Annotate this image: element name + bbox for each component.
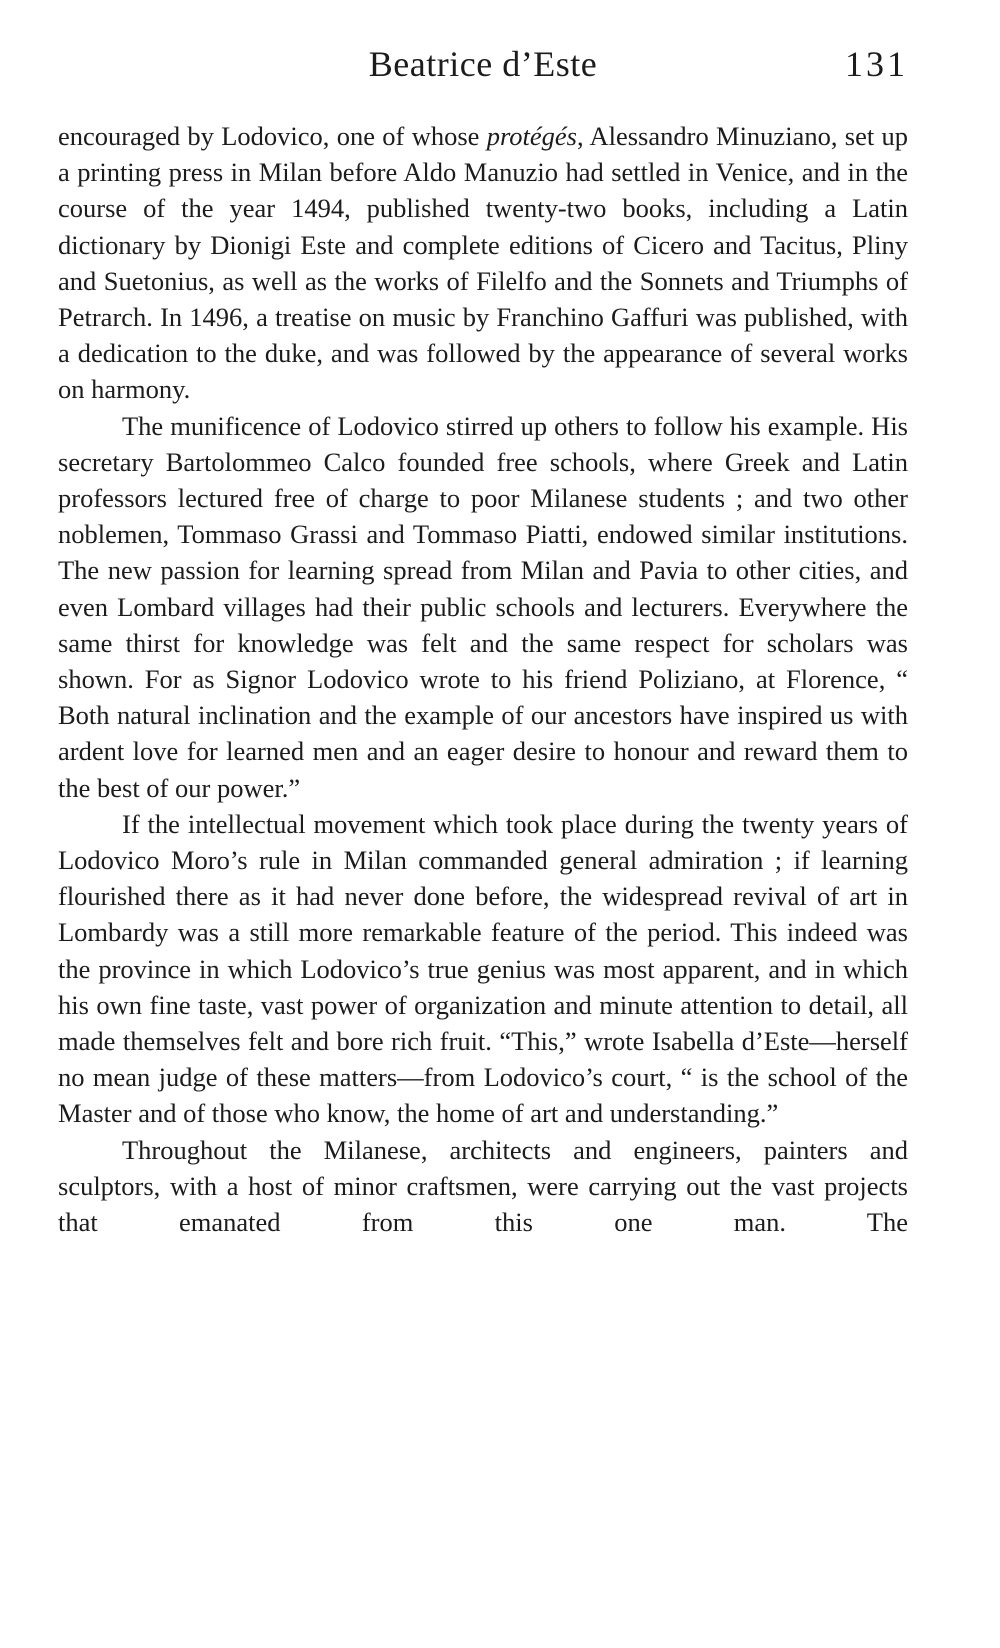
page-header xyxy=(58,40,908,88)
page-number: 131 xyxy=(845,44,908,84)
running-title: Beatrice d’Este xyxy=(368,44,598,84)
paragraph-1-rest: , Alessandro Minuziano, set up a printing press in Milan before Aldo Manuzio had settled in Venice, and in the course of the year 1494, published twenty-two books, including a Latin dictionary by Dionigi Este and complete editions of Cicero and Tacitus, Pliny and Suetonius, as well as the works of Filelfo and the Sonnets and Triumphs of Petrarch. In 1496, a treatise on music by Franchino Gaffuri was published, with a dedication to the duke, and was followed by the appearance of several works on harmony. xyxy=(58,121,908,405)
paragraph-1 xyxy=(58,118,908,408)
paragraph-1-italic-term: protégés xyxy=(486,121,577,151)
body-text xyxy=(58,118,908,1240)
paragraph-3: If the intellectual movement which took place during the twenty years of Lodovico Moro’s rule in Milan commanded general admiration ; if learning flourished there as it had never done before, the widespread revival of art in Lombardy was a still more remarkable feature of the period. This indeed was the province in which Lodovico’s true genius was most apparent, and in which his own fine taste, vast power of organization and minute attention to detail, all made themselves felt and bore rich fruit. “This,” wrote Isabella d’Este—herself no mean judge of these matters—from Lodovico’s court, “ is the school of the Master and of those who know, the home of art and understanding.” xyxy=(58,808,908,1129)
paragraph-1-lead: encouraged by Lodovico, one of whose xyxy=(58,121,487,151)
paragraph-2: The munificence of Lodovico stirred up others to follow his example. His secretary Bartolommeo Calco founded free schools, where Greek and Latin professors lectured free of charge to poor Milanese students ; and two other noblemen, Tommaso Grassi and Tommaso Piatti, endowed similar institutions. The new passion for learning spread from Milan and Pavia to other cities, and even Lombard villages had their public schools and lecturers. Everywhere the same thirst for knowledge was felt and the same respect for scholars was shown. For as Signor Lodovico wrote to his friend Poliziano, at Florence, “ Both natural inclination and the example of our ancestors have inspired us with ardent love for learned men and an eager desire to honour and reward them to the best of our power.” xyxy=(58,410,908,803)
paragraph-4: Throughout the Milanese, architects and engineers, painters and sculptors, with a host of minor craftsmen, were carrying out the vast projects that emanated from this one man. The xyxy=(58,1134,908,1238)
